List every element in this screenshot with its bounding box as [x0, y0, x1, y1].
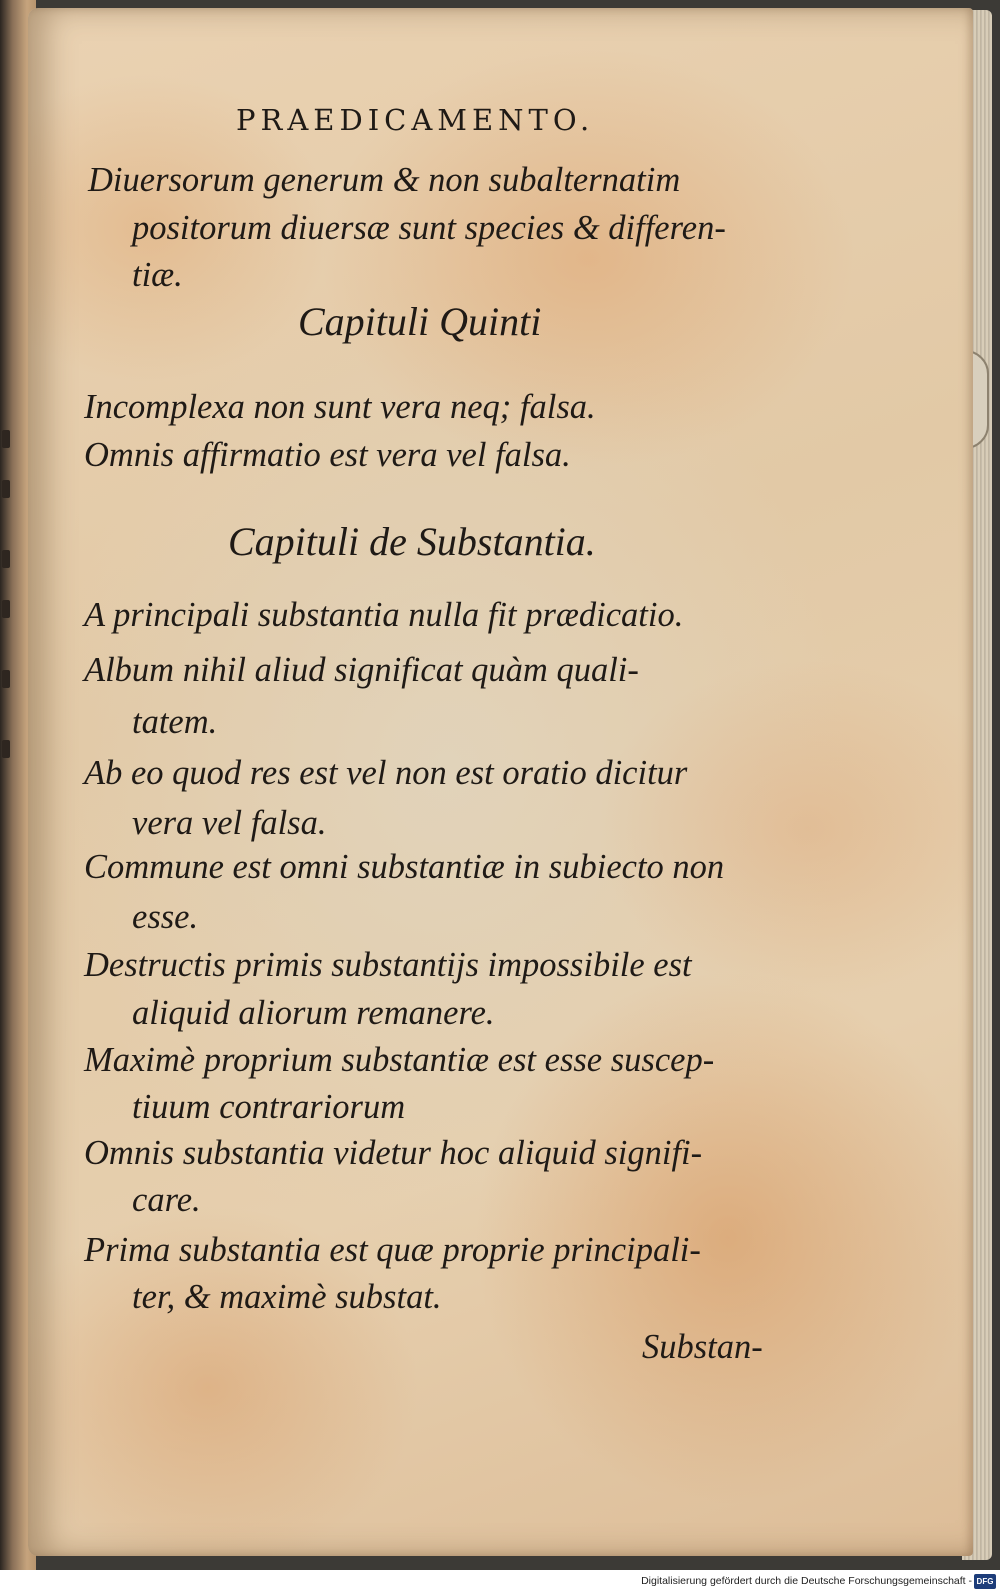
- text-line: Album nihil aliud significat quàm quali-: [84, 651, 639, 689]
- book-page: [28, 8, 973, 1556]
- text-line: vera vel falsa.: [132, 804, 327, 842]
- chapter-heading: Capituli de Substantia.: [228, 519, 596, 564]
- page-text: [28, 8, 973, 1556]
- text-line: tiæ.: [132, 256, 183, 294]
- text-line: Incomplexa non sunt vera neq; falsa.: [84, 388, 596, 426]
- text-line: Omnis substantia videtur hoc aliquid signifi-: [84, 1134, 703, 1172]
- running-head: PRAEDICAMENTO.: [236, 103, 595, 137]
- text-line: tatem.: [132, 703, 218, 741]
- text-line: positorum diuersæ sunt species & differen-: [132, 209, 726, 247]
- text-line: A principali substantia nulla fit prædicatio.: [84, 596, 684, 634]
- facing-page-fragments: [0, 420, 14, 780]
- text-line: care.: [132, 1181, 201, 1219]
- text-line: aliquid aliorum remanere.: [132, 994, 495, 1032]
- footer-bar: [0, 1570, 1000, 1595]
- text-line: Omnis affirmatio est vera vel falsa.: [84, 436, 571, 474]
- text-line: Commune est omni substantiæ in subiecto non: [84, 848, 725, 886]
- text-line: Prima substantia est quæ proprie principali-: [84, 1231, 701, 1269]
- text-line: Maximè proprium substantiæ est esse suscep-: [84, 1041, 715, 1079]
- text-line: Diuersorum generum & non subalternatim: [88, 161, 681, 199]
- text-line: ter, & maximè substat.: [132, 1278, 442, 1316]
- text-line: esse.: [132, 898, 199, 936]
- dfg-logo-icon: DFG: [974, 1574, 996, 1589]
- catchword: Substan-: [642, 1328, 763, 1366]
- text-line: Ab eo quod res est vel non est oratio dicitur: [84, 754, 688, 792]
- chapter-heading: Capituli Quinti: [298, 299, 542, 344]
- text-line: Destructis primis substantijs impossibile est: [84, 946, 692, 984]
- text-line: tiuum contrariorum: [132, 1088, 406, 1126]
- footer-credit: Digitalisierung gefördert durch die Deutsche Forschungsgemeinschaft -: [641, 1575, 972, 1587]
